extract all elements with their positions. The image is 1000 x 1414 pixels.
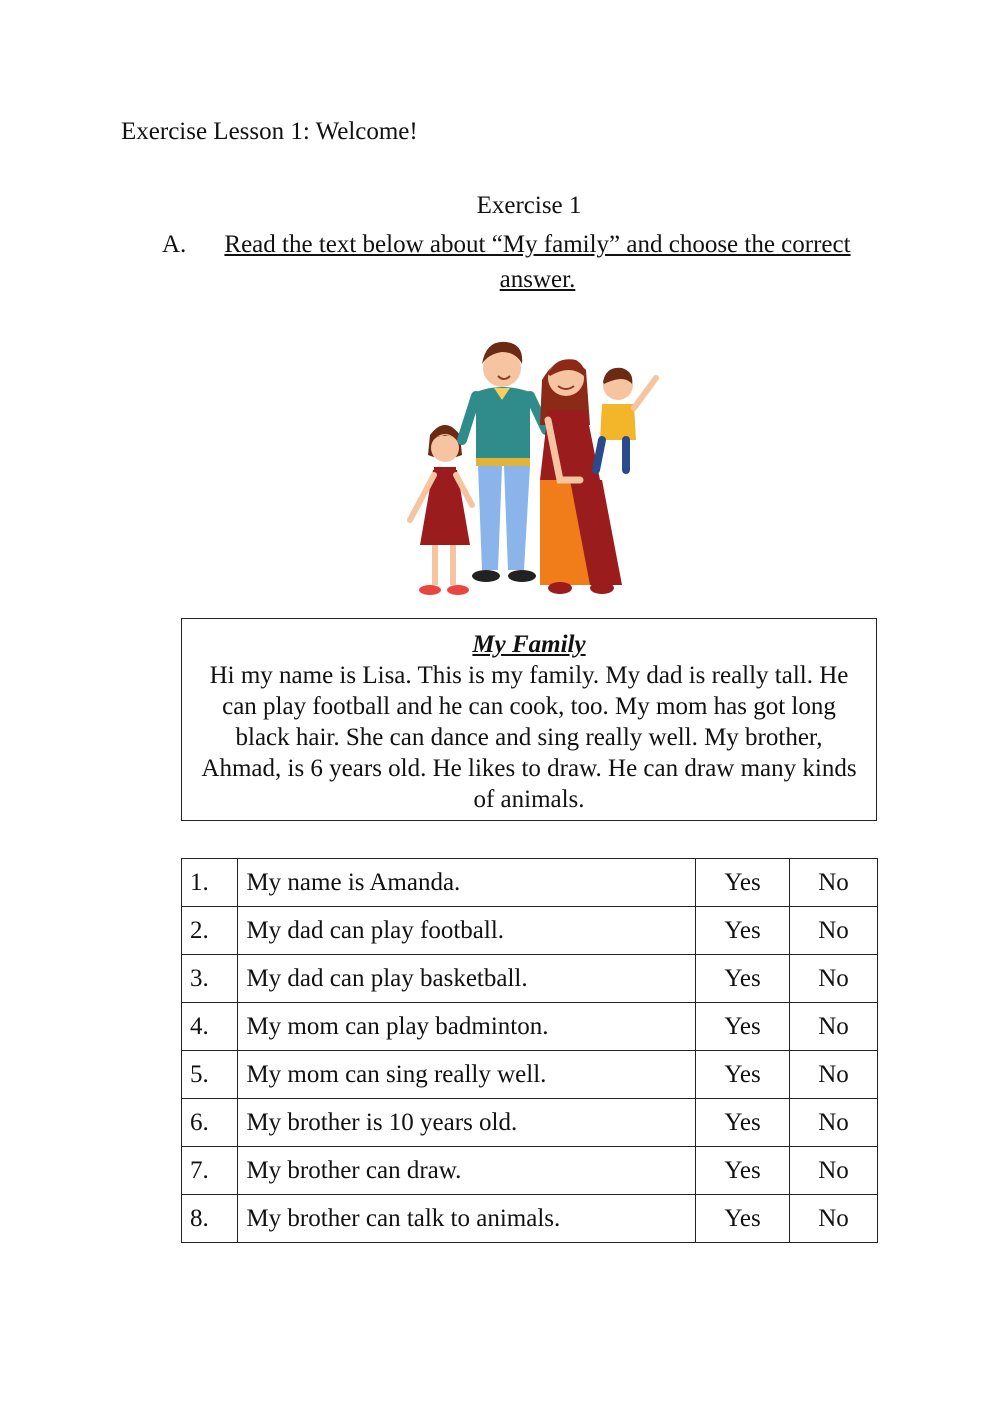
no-option[interactable]: No: [790, 1147, 878, 1195]
no-option[interactable]: No: [790, 955, 878, 1003]
yes-option[interactable]: Yes: [696, 907, 790, 955]
no-option[interactable]: No: [790, 859, 878, 907]
boy-figure: [596, 368, 656, 470]
no-option[interactable]: No: [790, 907, 878, 955]
yes-option[interactable]: Yes: [696, 1003, 790, 1051]
table-row: [182, 1099, 878, 1147]
question-text: My mom can sing really well.: [238, 1051, 696, 1099]
table-row: [182, 1195, 878, 1243]
question-text: My mom can play badminton.: [238, 1003, 696, 1051]
question-text: My dad can play football.: [238, 907, 696, 955]
no-option[interactable]: No: [790, 1099, 878, 1147]
question-number: 7.: [182, 1147, 238, 1195]
quiz-table: [181, 858, 878, 1243]
question-text: My name is Amanda.: [238, 859, 696, 907]
dad-figure: [462, 342, 546, 582]
girl-figure: [410, 425, 472, 595]
instruction-text: Read the text below about “My family” and choose the correct answer.: [224, 231, 851, 293]
table-row: [182, 907, 878, 955]
story-box: [181, 618, 877, 821]
question-text: My dad can play basketball.: [238, 955, 696, 1003]
family-illustration: [390, 330, 670, 610]
question-number: 4.: [182, 1003, 238, 1051]
instruction-letter: A.: [162, 231, 187, 258]
yes-option[interactable]: Yes: [696, 1051, 790, 1099]
exercise-instruction: [162, 227, 882, 297]
exercise-title: Exercise 1: [476, 192, 582, 219]
family-icon: [390, 330, 670, 610]
yes-option[interactable]: Yes: [696, 1147, 790, 1195]
question-number: 8.: [182, 1195, 238, 1243]
no-option[interactable]: No: [790, 1195, 878, 1243]
question-number: 2.: [182, 907, 238, 955]
story-title: My Family: [472, 631, 586, 658]
question-number: 5.: [182, 1051, 238, 1099]
table-row: [182, 1147, 878, 1195]
table-row: [182, 955, 878, 1003]
no-option[interactable]: No: [790, 1003, 878, 1051]
question-text: My brother can draw.: [238, 1147, 696, 1195]
yes-option[interactable]: Yes: [696, 859, 790, 907]
question-number: 3.: [182, 955, 238, 1003]
yes-option[interactable]: Yes: [696, 955, 790, 1003]
yes-option[interactable]: Yes: [696, 1195, 790, 1243]
no-option[interactable]: No: [790, 1051, 878, 1099]
yes-option[interactable]: Yes: [696, 1099, 790, 1147]
question-text: My brother can talk to animals.: [238, 1195, 696, 1243]
table-row: [182, 859, 878, 907]
question-number: 6.: [182, 1099, 238, 1147]
question-number: 1.: [182, 859, 238, 907]
story-body: Hi my name is Lisa. This is my family. My dad is really tall. He can play football and he can cook, too. My mom has got long black hair. She can dance and sing really well. My brother, Ahmad, is 6 years old. He likes to draw. He can draw many kinds of animals.: [201, 662, 857, 813]
lesson-title: Exercise Lesson 1: Welcome!: [121, 118, 418, 145]
table-row: [182, 1051, 878, 1099]
question-text: My brother is 10 years old.: [238, 1099, 696, 1147]
table-row: [182, 1003, 878, 1051]
